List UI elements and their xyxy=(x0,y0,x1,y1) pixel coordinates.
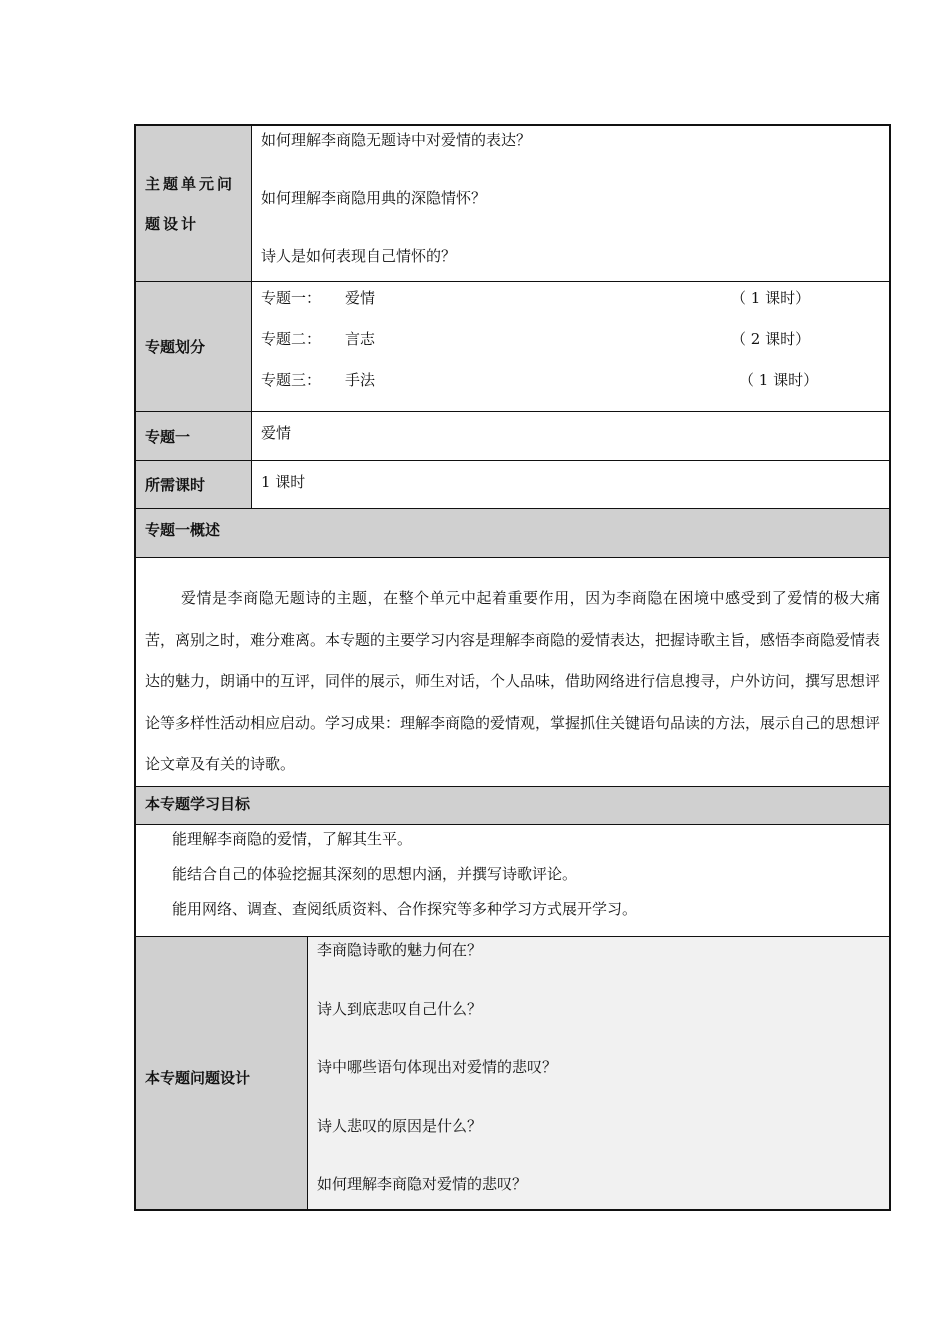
hours-needed-label: 所需课时 xyxy=(136,461,252,508)
lesson-plan-table xyxy=(134,124,891,1211)
topic-name: 手法 xyxy=(345,371,376,389)
overview-text: 爱情是李商隐无题诗的主题，在整个单元中起着重要作用，因为李商隐在困境中感受到了爱情的极大痛苦，离别之时，难分难离。本专题的主要学习内容是理解李商隐的爱情表达，把握诗歌主旨，感悟李商隐爱情表达的魅力，朗诵中的互评，同伴的展示，师生对话，个人品味，借助网络进行信息搜寻，户外访问，撰写思想评论等多样性活动相应启动。学习成果：理解李商隐的爱情观，掌握抓住关键语句品读的方法，展示自己的思想评论文章及有关的诗歌。 xyxy=(145,589,881,773)
hours-needed-value: 1 课时 xyxy=(261,473,306,491)
topic-one-label: 专题一 xyxy=(136,412,252,460)
theme-questions-label-line2: 题设计 xyxy=(145,214,200,233)
goals-heading-row xyxy=(134,787,891,825)
topic-number: 专题二： xyxy=(261,330,322,348)
topic-hours: （ 1 课时） xyxy=(731,289,811,307)
theme-questions-list xyxy=(252,126,889,281)
topic-split-item xyxy=(261,369,880,410)
overview-heading-row xyxy=(134,509,891,558)
hours-needed-row xyxy=(134,461,891,509)
theme-question: 诗人是如何表现自己情怀的？ xyxy=(261,247,457,265)
topic-one-value: 爱情 xyxy=(261,424,292,442)
topic-split-label: 专题划分 xyxy=(136,282,252,411)
topic-split-list xyxy=(252,282,889,411)
topic-question: 李商隐诗歌的魅力何在？ xyxy=(317,941,483,959)
topic-name: 爱情 xyxy=(345,289,376,307)
topic-questions-row xyxy=(134,937,891,1211)
goal-item: 能用网络、调查、查阅纸质资料、合作探究等多种学习方式展开学习。 xyxy=(172,900,638,918)
topic-hours: （ 1 课时） xyxy=(739,371,819,389)
topic-questions-label: 本专题问题设计 xyxy=(136,937,308,1209)
goal-item: 能理解李商隐的爱情，了解其生平。 xyxy=(172,830,413,848)
topic-hours: （ 2 课时） xyxy=(731,330,811,348)
topic-split-item xyxy=(261,287,880,328)
topic-question: 诗中哪些语句体现出对爱情的悲叹？ xyxy=(317,1058,558,1076)
overview-body-row xyxy=(134,558,891,787)
goals-heading: 本专题学习目标 xyxy=(136,787,889,824)
topic-questions-list xyxy=(308,937,889,1209)
goal-item: 能结合自己的体验挖掘其深刻的思想内涵，并撰写诗歌评论。 xyxy=(172,865,578,883)
topic-number: 专题一： xyxy=(261,289,322,307)
theme-question: 如何理解李商隐无题诗中对爱情的表达？ xyxy=(261,131,532,149)
theme-questions-label-line1: 主题单元问 xyxy=(145,174,236,193)
overview-heading: 专题一概述 xyxy=(136,509,889,557)
topic-name: 言志 xyxy=(345,330,376,348)
goals-list xyxy=(136,825,646,936)
theme-questions-row xyxy=(134,124,891,282)
theme-questions-label xyxy=(136,126,252,281)
topic-number: 专题三： xyxy=(261,371,322,389)
topic-question: 如何理解李商隐对爱情的悲叹？ xyxy=(317,1175,528,1193)
topic-split-row xyxy=(134,282,891,412)
topic-question: 诗人到底悲叹自己什么？ xyxy=(317,999,483,1018)
theme-question: 如何理解李商隐用典的深隐情怀？ xyxy=(261,189,487,207)
goals-body-row xyxy=(134,825,891,937)
topic-question: 诗人悲叹的原因是什么？ xyxy=(317,1116,483,1135)
topic-split-item xyxy=(261,328,880,369)
topic-one-row xyxy=(134,412,891,461)
